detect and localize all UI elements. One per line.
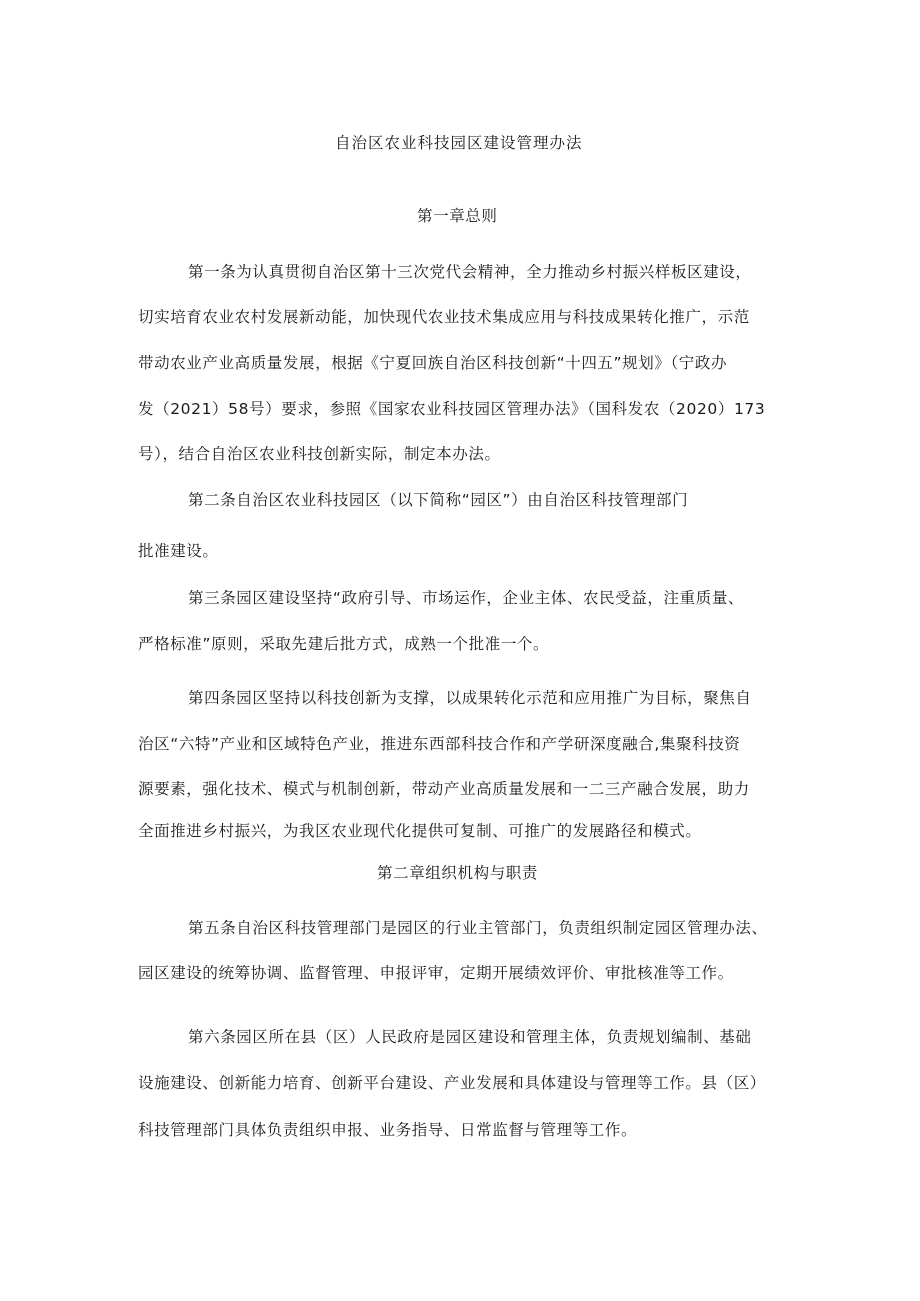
document-title: 自治区农业科技园区建设管理办法 xyxy=(335,134,583,152)
article-4-line: 第四条园区坚持以科技创新为支撑，以成果转化示范和应用推广为目标，聚焦自 xyxy=(188,689,752,707)
article-1-line: 号），结合自治区农业科技创新实际，制定本办法。 xyxy=(138,445,501,463)
article-4-line: 全面推进乡村振兴，为我区农业现代化提供可复制、可推广的发展路径和模式。 xyxy=(138,822,702,840)
article-2-line: 批准建设。 xyxy=(138,542,219,560)
article-3-line: 严格标准”原则，采取先建后批方式，成熟一个批准一个。 xyxy=(138,635,550,653)
article-6-line: 科技管理部门具体负责组织申报、业务指导、日常监督与管理等工作。 xyxy=(138,1121,638,1139)
article-1-line: 切实培育农业农村发展新动能，加快现代农业技术集成应用与科技成果转化推广，示范 xyxy=(138,308,750,326)
article-2-line: 第二条自治区农业科技园区（以下简称“园区”）由自治区科技管理部门 xyxy=(188,491,689,509)
article-4-line: 治区“六特”产业和区域特色产业，推进东西部科技合作和产学研深度融合,集聚科技资 xyxy=(138,735,741,753)
article-6-line: 第六条园区所在县（区）人民政府是园区建设和管理主体，负责规划编制、基础 xyxy=(188,1028,752,1046)
article-6-line: 设施建设、创新能力培育、创新平台建设、产业发展和具体建设与管理等工作。县（区） xyxy=(138,1074,766,1092)
article-5-line: 第五条自治区科技管理部门是园区的行业主管部门，负责组织制定园区管理办法、 xyxy=(188,919,768,937)
article-3-line: 第三条园区建设坚持“政府引导、市场运作，企业主体、农民受益，注重质量、 xyxy=(188,589,745,607)
chapter-1-heading: 第一章总则 xyxy=(417,207,498,225)
article-1-line: 带动农业产业高质量发展，根据《宁夏回族自治区科技创新“十四五”规划》（宁政办 xyxy=(138,354,728,372)
article-5-line: 园区建设的统筹协调、监督管理、申报评审，定期开展绩效评价、审批核准等工作。 xyxy=(138,964,734,982)
article-1-line: 发（2021）58号）要求，参照《国家农业科技园区管理办法》（国科发农（2020）173 xyxy=(138,400,766,418)
chapter-2-heading: 第二章组织机构与职责 xyxy=(377,864,539,882)
article-1-line: 第一条为认真贯彻自治区第十三次党代会精神，全力推动乡村振兴样板区建设， xyxy=(188,263,752,281)
article-4-line: 源要素，强化技术、模式与机制创新，带动产业高质量发展和一二三产融合发展，助力 xyxy=(138,780,750,798)
